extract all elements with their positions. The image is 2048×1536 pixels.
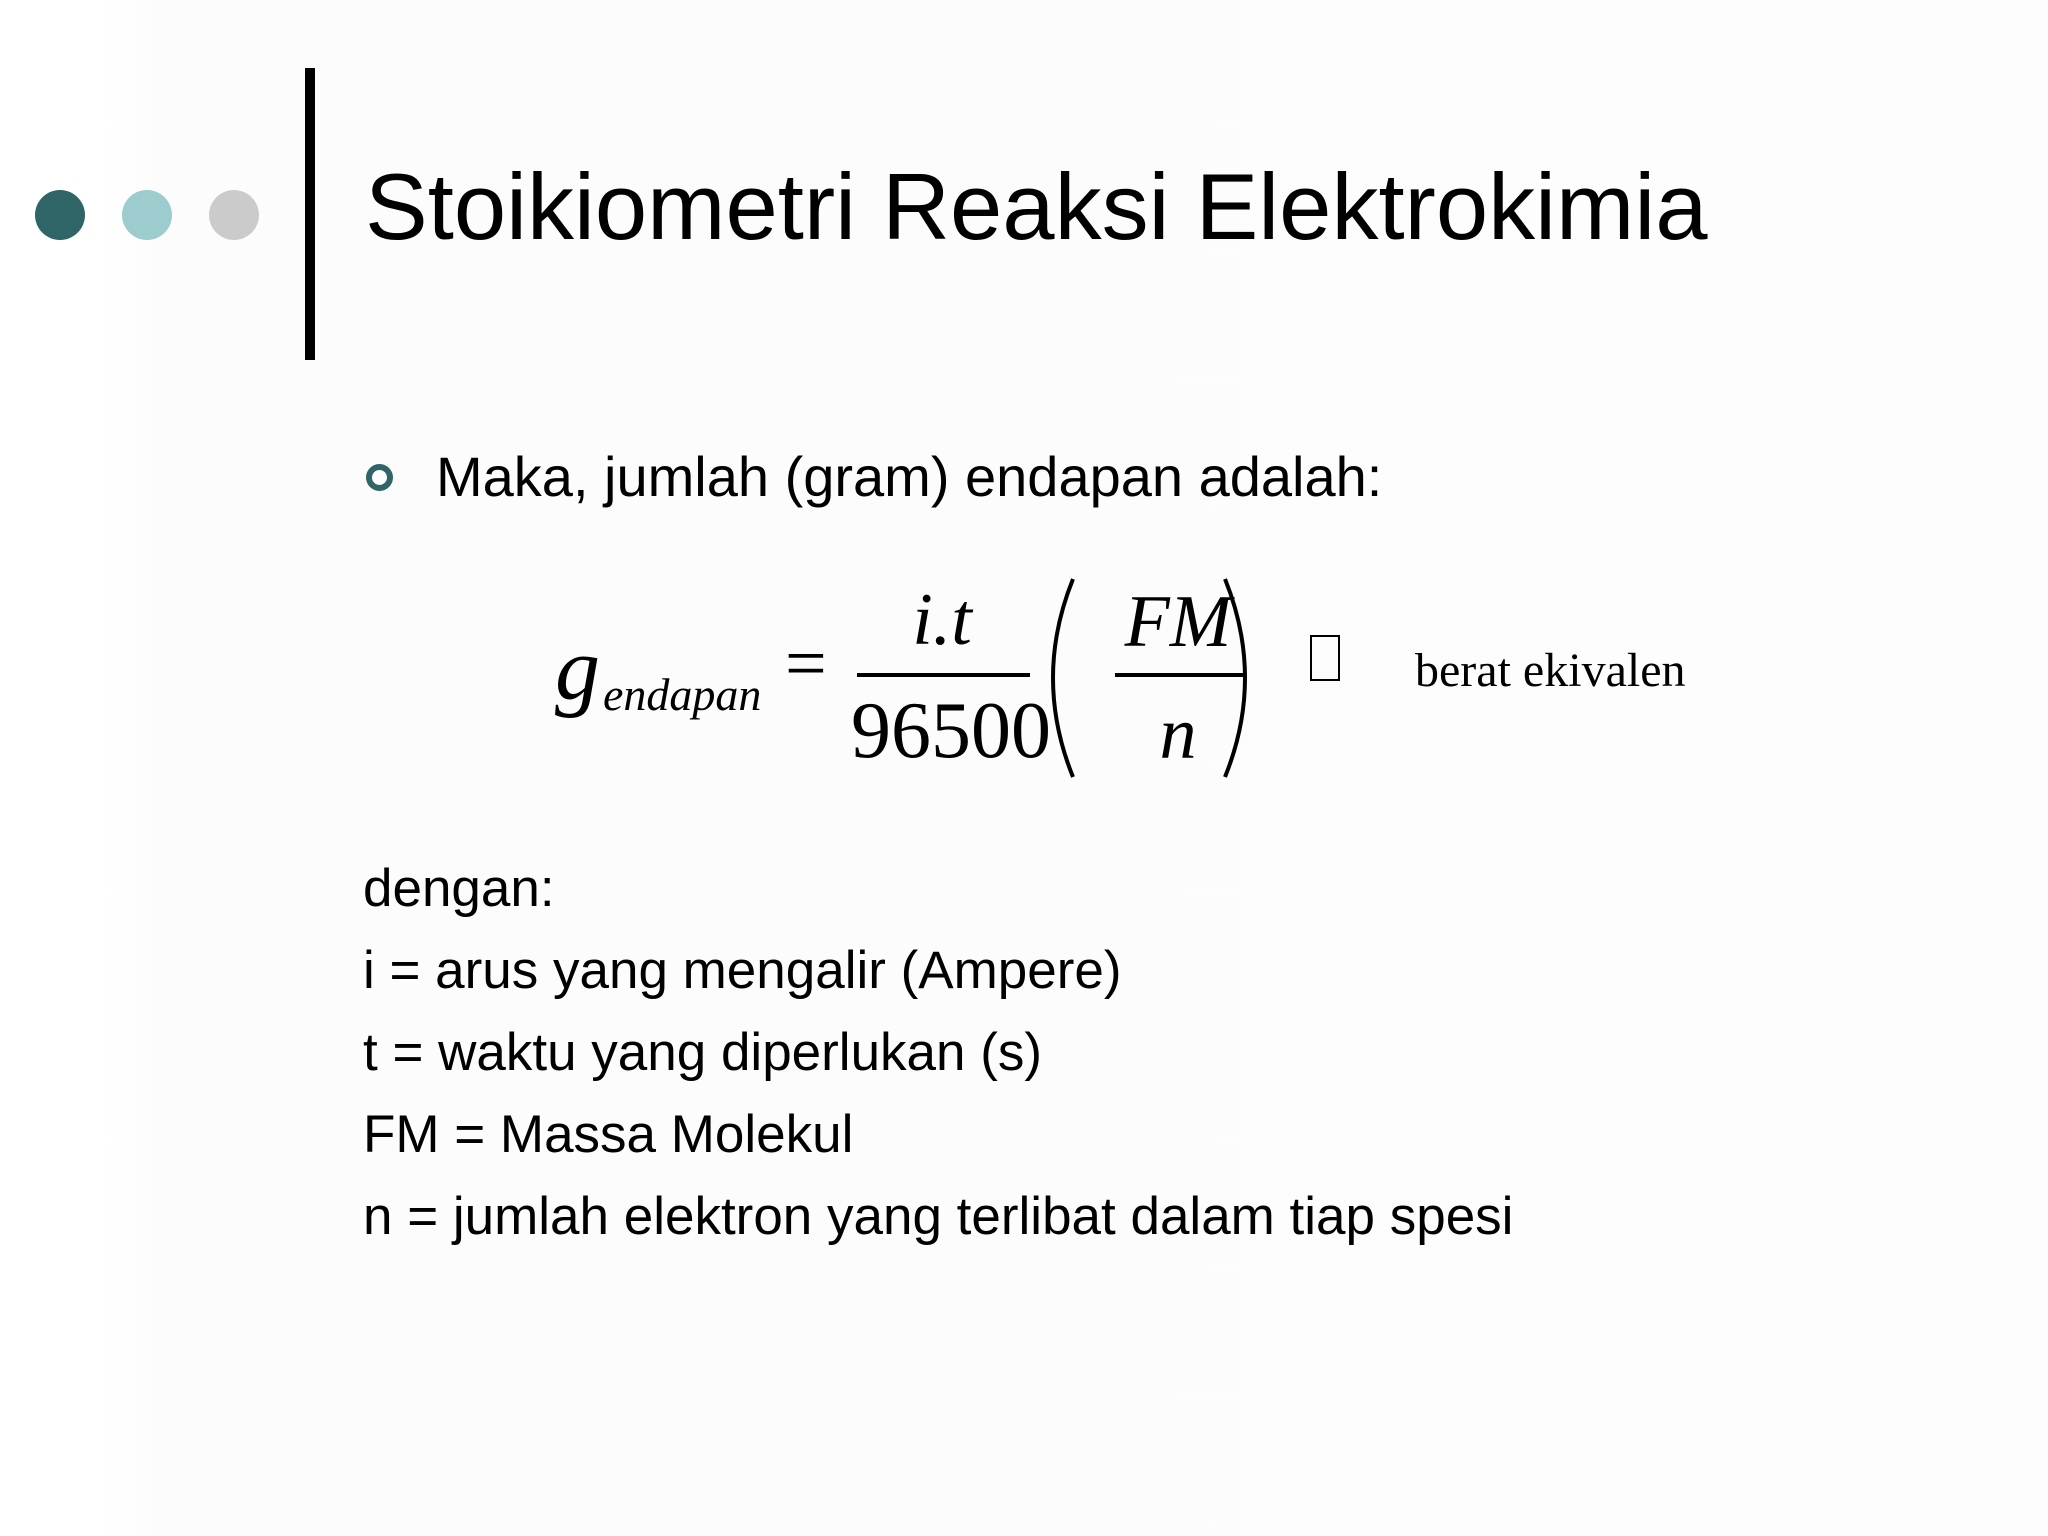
slide-title: Stoikiometri Reaksi Elektrokimia — [365, 154, 1708, 259]
definition-line: n = jumlah elektron yang terlibat dalam tiap spesi — [363, 1187, 1514, 1246]
equation-lhs-symbol: g — [555, 620, 600, 719]
fraction2-denominator: n — [1159, 693, 1197, 775]
equation-lhs-subscript: endapan — [603, 669, 762, 720]
decorative-dot-light — [122, 190, 172, 240]
definition-line: t = waktu yang diperlukan (s) — [363, 1023, 1043, 1082]
missing-glyph-icon — [1310, 635, 1340, 681]
decorative-dot-dark — [35, 190, 85, 240]
definition-line: FM = Massa Molekul — [363, 1105, 854, 1164]
definition-line: i = arus yang mengalir (Ampere) — [363, 941, 1122, 1000]
definition-line: dengan: — [363, 859, 555, 918]
bullet-item — [366, 446, 1382, 508]
fraction1-bar — [857, 673, 1030, 677]
fraction1-numerator: i.t — [912, 579, 972, 661]
bullet-text: Maka, jumlah (gram) endapan adalah: — [436, 445, 1383, 508]
equation — [545, 565, 1745, 785]
equation-label: berat ekivalen — [1415, 644, 1686, 697]
fraction1-denominator: 96500 — [851, 687, 1051, 775]
decorative-dot-gray — [209, 190, 259, 240]
definitions-list — [363, 848, 1513, 1258]
ring-bullet-icon — [366, 464, 393, 491]
equation-equals-sign: = — [785, 623, 827, 705]
fraction2-numerator: FM — [1124, 581, 1232, 663]
title-divider — [305, 68, 315, 360]
fraction2-bar — [1115, 673, 1243, 677]
